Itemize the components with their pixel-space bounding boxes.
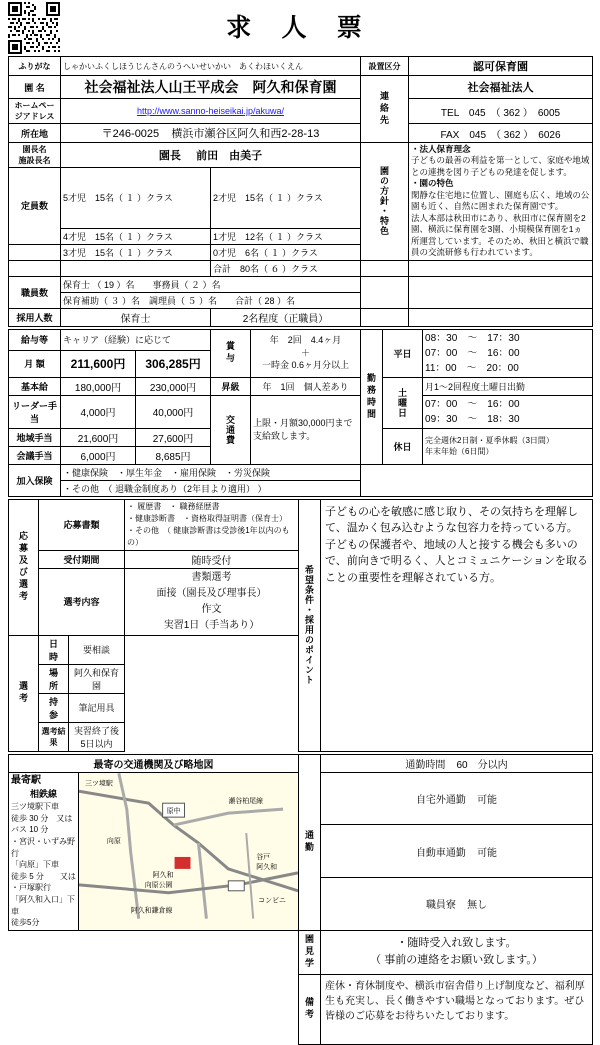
content-label: 選考内容	[39, 568, 125, 635]
policy-side-label-cont2	[361, 276, 409, 308]
visit-body	[321, 930, 593, 974]
salary-row-2-v1: 4,000円	[61, 395, 136, 428]
content-item-1: 書類選考	[191, 571, 232, 583]
apply-table	[8, 499, 593, 752]
map-area	[79, 772, 299, 930]
station-line-7: ・戸塚駅行	[11, 883, 51, 893]
salary-experience-note: キャリア（経験）に応じて	[61, 329, 211, 350]
station-info	[9, 772, 79, 930]
station-line-1: 三ツ境駅下車	[11, 802, 59, 812]
salary-row-1-v1: 180,000円	[61, 377, 136, 395]
work-side-label: 勤務時間	[361, 329, 383, 464]
facility-name-value: 社会福祉法人山王平成会 阿久和保育園	[61, 76, 361, 99]
station-line-9: 徒歩5分	[11, 918, 40, 928]
raise-value: 年 1回 個人差あり	[251, 377, 361, 395]
salary-side-label: 給与等	[9, 329, 61, 350]
furigana-value: しゃかいふくしほうじんさんのうへいせいかい あくわほいくえん	[61, 57, 361, 76]
saturday-note: 月1～2回程度土曜日出勤	[423, 377, 593, 395]
holiday-value-2: 年末年始（6日間）	[425, 447, 494, 457]
exam-side-label: 選考	[9, 635, 39, 751]
insurance-line-1: ・健康保険 ・厚生年金 ・雇用保険 ・労災保険	[61, 464, 361, 480]
salary-row-0-v1: 211,600円	[61, 351, 136, 378]
salary-row-1-label: 基本給	[9, 377, 61, 395]
weekday-time-1: 08：30 ～ 17：30	[425, 332, 520, 344]
bonus-label: 賞与	[211, 329, 251, 377]
capacity-row-4-col-1	[61, 260, 211, 276]
visit-line-2: （ 事前の連絡をお願い致します。）	[370, 954, 543, 967]
map-commute-table	[8, 754, 593, 1045]
salary-row-4-v1: 6,000円	[61, 446, 136, 464]
policy-heading-2: ・園の特色	[411, 178, 454, 189]
address-value: 〒246-0025 横浜市瀬谷区阿久和西2-28-13	[61, 124, 361, 143]
capacity-label-2	[9, 244, 61, 260]
policy-body-1: 子どもの最善の利益を第一として、家庭や地域との連携を図り子どもの発達を促します。	[411, 155, 590, 177]
commute-row-1	[321, 772, 593, 825]
policy-side-label: 園の方針・特色	[361, 143, 409, 261]
map-title: 最寄の交通機関及び略地図	[9, 754, 299, 772]
homepage-label: ホームページアドレス	[9, 99, 61, 124]
docs-list	[125, 499, 299, 550]
capacity-row-2-col-2: 1才児 12名（ １ ）クラス	[211, 228, 361, 244]
wanted-body	[321, 499, 593, 751]
capacity-row-2-col-1: 4才児 15名（ １ ）クラス	[61, 228, 211, 244]
salary-row-4-v2: 8,685円	[136, 446, 211, 464]
commute-row-0-key: 通勤時間	[405, 759, 446, 771]
station-line-0: 相鉄線	[29, 789, 57, 800]
capacity-row-1-col-1: 5才児 15名（ １ ）クラス	[61, 168, 211, 229]
content-item-3: 作文	[201, 603, 222, 615]
commute-row-0-value: 60 分以内	[456, 759, 508, 771]
commute-row-0	[321, 754, 593, 772]
salary-work-table	[8, 329, 593, 497]
result-label: 選考結果	[39, 722, 69, 751]
director-label: 園長名 施設長名	[9, 143, 61, 168]
salary-row-3-label: 地域手当	[9, 428, 61, 446]
svg-text:阿久和: 阿久和	[152, 871, 174, 879]
capacity-row-4-col-2: 合計 80名（ ６ ）クラス	[211, 260, 361, 276]
period-label: 受付期間	[39, 550, 125, 568]
address-label: 所在地	[9, 124, 61, 143]
remarks-body: 産休・育休制度や、横浜市宿舎借り上げ制度など、福利厚生も充実し、長く働きやすい職場となっております。ぜひ皆様のご応募をお待ちいたしております。	[321, 974, 593, 1044]
saturday-time-1: 07：00 ～ 16：00	[425, 398, 520, 410]
station-line-3: バス 10 分	[11, 825, 49, 835]
salary-row-2-v2: 40,000円	[136, 395, 211, 428]
document-header	[0, 0, 600, 56]
commute-row-3	[321, 878, 593, 931]
bonus-value	[251, 329, 361, 377]
holiday-value	[423, 428, 593, 464]
commute-row-3-value: 無し	[467, 900, 488, 912]
commute-row-1-value: 可能	[477, 795, 498, 807]
commute-row-1-key: 自宅外通勤	[415, 795, 466, 807]
facility-class-value: 認可保育園	[409, 57, 593, 76]
hire-count-value: 2名程度（正職員）	[211, 308, 361, 326]
policy-body-cont2	[409, 276, 593, 308]
exam-row-2-value: 筆記用具	[69, 693, 125, 722]
hire-job-value: 保育士	[61, 308, 211, 326]
exam-row-2-key: 持 参	[39, 693, 69, 722]
svg-text:阿久和鎌倉線: 阿久和鎌倉線	[130, 907, 173, 915]
exam-row-0-key: 日 時	[39, 635, 69, 664]
svg-text:コンビニ: コンビニ	[258, 897, 287, 905]
exam-row-0-value: 要相談	[69, 635, 125, 664]
policy-body-3: 法人本部は秋田市にあり、秋田市に保育園を2園、横浜に保育園を3園、小規模保育園を1ヵ所運営しています。そのため、秋田と横浜で職員の交流研修も行われています。	[411, 212, 589, 258]
docs-label: 応募書類	[39, 499, 125, 550]
staff-count-label: 職員数	[9, 276, 61, 308]
svg-text:阿久和: 阿久和	[256, 863, 278, 871]
station-label: 最寄駅	[11, 774, 41, 786]
salary-row-4-label: 会議手当	[9, 446, 61, 464]
work-extra-cell	[361, 464, 593, 496]
salary-row-0-v2: 306,285円	[136, 351, 211, 378]
visit-line-1: ・随時受入れ致します。	[396, 936, 517, 949]
capacity-row-3-col-1: 3才児 15名（ １ ）クラス	[61, 244, 211, 260]
svg-text:向原: 向原	[106, 837, 121, 845]
staff-line-2: 保育補助（ ３ ）名 調理員（ ５ ）名 合計（ 28 ）名	[61, 292, 361, 308]
exam-row-1-value: 阿久和保育園	[69, 664, 125, 693]
content-item-4: 実習1日（手当あり）	[163, 619, 260, 631]
insurance-line-2: ・その他 （ 退職金制度あり（2年目より適用） ）	[61, 480, 361, 496]
commute-row-2-key: 自動車通勤	[415, 847, 466, 859]
capacity-row-1-col-2: 2才児 15名（ １ ）クラス	[211, 168, 361, 229]
saturday-label: 土曜日	[383, 377, 423, 428]
saturday-time-2: 09：30 ～ 18：30	[425, 413, 520, 425]
svg-text:瀬谷柏尾線: 瀬谷柏尾線	[228, 797, 264, 805]
contact-label: 連絡先	[361, 76, 409, 143]
docs-item-2: ・健康診断書 ・資格取得証明書（保育士）	[127, 513, 288, 523]
apply-side-label: 応募及び選考	[9, 499, 39, 635]
salary-row-0-label: 月 額	[9, 351, 61, 378]
policy-body-2: 閑静な住宅地に位置し、園庭も広く、地域の公園も近く、自然に囲まれた保育園です。	[411, 189, 590, 212]
fax-value: FAX 045 （ 362 ） 6026	[409, 124, 593, 143]
station-line-4: ・宮沢・いずみ野行	[11, 837, 75, 858]
saturday-times	[423, 395, 593, 428]
transport-label: 交通費	[211, 395, 251, 464]
policy-heading-1: ・法人保育理念	[411, 144, 471, 154]
svg-text:向原公園: 向原公園	[144, 881, 173, 889]
homepage-link-text[interactable]: http://www.sanno-heiseikai.jp/akuwa/	[136, 106, 285, 116]
svg-text:三ツ境駅: 三ツ境駅	[84, 779, 113, 787]
commute-row-3-key: 職員寮	[425, 900, 456, 912]
holiday-label: 休日	[383, 428, 423, 464]
raise-label: 昇級	[211, 377, 251, 395]
map-image	[79, 773, 298, 930]
remarks-side-label: 備考	[299, 974, 321, 1044]
svg-text:谷戸: 谷戸	[256, 853, 271, 861]
furigana-label: ふりがな	[9, 57, 61, 76]
holiday-value-1: 完全週休2日制・夏季休暇（3日間）	[425, 436, 554, 445]
content-item-2: 面接（園長及び理事長）	[156, 587, 267, 599]
policy-side-label-cont3	[361, 308, 409, 326]
commute-side-label: 通勤	[299, 754, 321, 930]
staff-line-1: 保育士 （ 19 ）名 事務員（ ２ ）名	[61, 276, 361, 292]
director-name: 園長 前田 由美子	[61, 143, 361, 168]
weekday-times	[423, 329, 593, 377]
map-lower-spacer	[9, 930, 299, 1044]
wanted-paragraph-1: 子どもの心を敏感に感じ取り、その気持ちを理解して、温かく包み込むような包容力を持っている方。	[325, 505, 579, 535]
homepage-url[interactable]	[61, 99, 361, 124]
facility-name-label: 園 名	[9, 76, 61, 99]
docs-item-1: ・ 履歴書 ・ 職務経歴書	[127, 501, 220, 511]
salary-row-3-v1: 21,600円	[61, 428, 136, 446]
salary-row-2-label: リーダー手当	[9, 395, 61, 428]
transport-value: 上限・月額30,000円まで支給致します。	[251, 395, 361, 464]
policy-body-cont	[409, 260, 593, 276]
station-line-6: 徒歩 5 分 又は	[11, 871, 76, 881]
capacity-row-3-col-2: 0才児 6名（ １ ）クラス	[211, 244, 361, 260]
commute-row-2	[321, 825, 593, 878]
tel-value: TEL 045 （ 362 ） 6005	[409, 99, 593, 124]
weekday-label: 平日	[383, 329, 423, 377]
capacity-label: 定員数	[9, 168, 61, 245]
bonus-line-1: 年 2回 4.4ヶ月	[269, 335, 342, 346]
weekday-time-3: 11：00 ～ 20：00	[425, 362, 519, 374]
period-value: 随時受付	[125, 550, 299, 568]
salary-row-3-v2: 27,600円	[136, 428, 211, 446]
capacity-total-label	[9, 260, 61, 276]
policy-body-cont3	[409, 308, 593, 326]
wanted-side-label: 希望条件・採用のポイント	[299, 499, 321, 751]
content-list	[125, 568, 299, 635]
commute-row-2-value: 可能	[477, 847, 498, 859]
station-line-8: 「阿久和入口」下車	[11, 894, 75, 916]
bonus-line-2: 一時金 0.6ヶ月分以上	[262, 360, 350, 371]
weekday-time-2: 07：00 ～ 16：00	[425, 347, 520, 359]
exam-row-1-key: 場 所	[39, 664, 69, 693]
wanted-paragraph-2: 子どもの保護者や、地域の人と接する機会も多いので、前向きで明るく、人とコミュニケーションを取ることの重要性を理解されている方。	[325, 538, 588, 584]
insurance-label: 加入保険	[9, 464, 61, 496]
salary-row-1-v2: 230,000円	[136, 377, 211, 395]
result-value: 実習終了後 5日以内	[69, 722, 125, 751]
station-line-2: 徒歩 30 分 又は	[11, 813, 73, 823]
page-title: 求 人 票	[226, 15, 374, 42]
policy-body	[409, 143, 593, 261]
docs-item-3: ・その他 （ 健康診断書は受診後1年以内のもの）	[127, 525, 290, 547]
visit-side-label: 園見学	[299, 930, 321, 974]
bonus-plus: ＋	[301, 347, 311, 358]
hire-count-label: 採用人数	[9, 308, 61, 326]
facility-class-label: 設置区分	[361, 57, 409, 76]
top-info-table	[8, 56, 593, 327]
station-line-5: 「向原」下車	[11, 860, 59, 870]
policy-side-label-cont	[361, 260, 409, 276]
corporation-type-value: 社会福祉法人	[409, 76, 593, 99]
svg-text:原中: 原中	[166, 807, 181, 815]
